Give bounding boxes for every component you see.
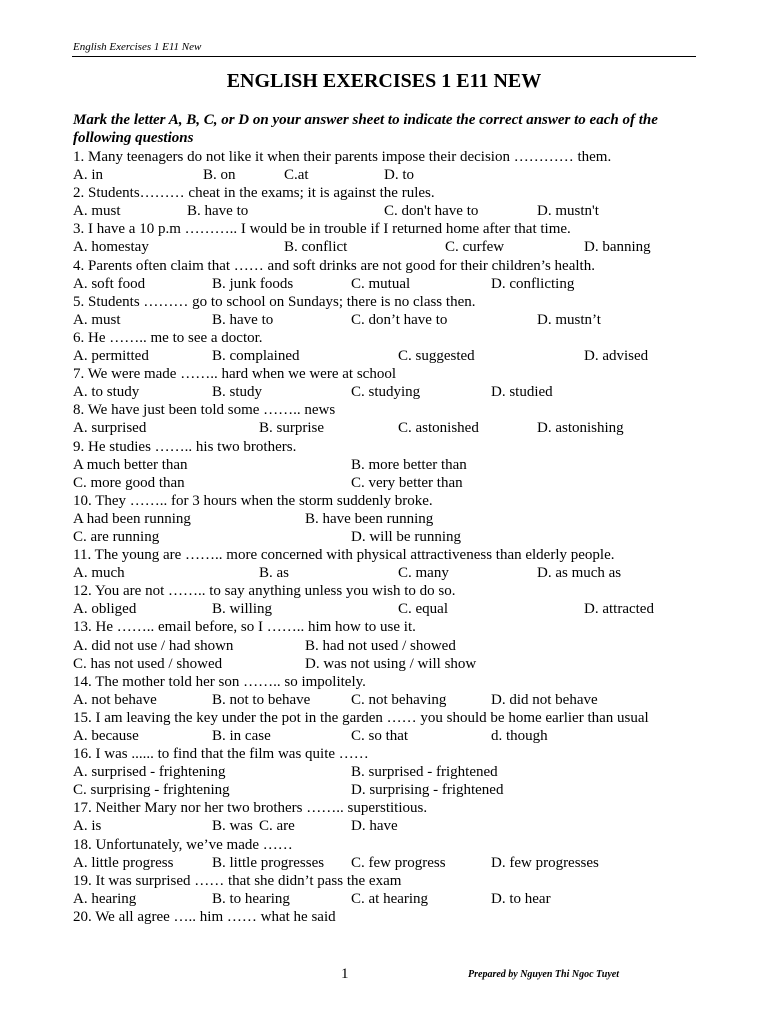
answer-option: B. had not used / showed <box>305 637 456 654</box>
question-text: 16. I was ...... to find that the film was quite …… <box>73 746 369 763</box>
question-text: 1. Many teenagers do not like it when their parents impose their decision ………… them. <box>73 149 612 165</box>
options-row <box>73 763 693 781</box>
options-row <box>73 655 693 673</box>
answer-option: B. not to behave <box>212 691 311 708</box>
options-row <box>73 311 693 329</box>
question-text: 19. It was surprised …… that she didn’t pass the exam <box>73 872 402 889</box>
answer-option: B. as <box>259 565 289 582</box>
options-row <box>73 275 693 293</box>
answer-option: A. must <box>73 203 121 220</box>
answer-option: D. surprising - frightened <box>351 782 504 799</box>
question-text: 3. I have a 10 p.m ……….. I would be in trouble if I returned home after that time. <box>73 221 571 238</box>
page-title: ENGLISH EXERCISES 1 E11 NEW <box>226 70 542 92</box>
options-row <box>73 383 693 401</box>
question-list <box>73 148 693 926</box>
answer-option: C. more good than <box>73 474 185 491</box>
options-row <box>73 600 693 618</box>
options-row <box>73 166 693 184</box>
options-row <box>73 637 693 655</box>
answer-option: A. to study <box>73 384 140 401</box>
options-row <box>73 456 693 474</box>
options-row <box>73 238 693 256</box>
answer-option: B. on <box>203 167 236 184</box>
question-text: 15. I am leaving the key under the pot in the garden …… you should be home earlier than usual <box>73 709 649 726</box>
question-text: 5. Students ……… go to school on Sundays; there is no class then. <box>73 293 476 310</box>
answer-option: D. astonishing <box>537 420 624 437</box>
options-row <box>73 890 693 908</box>
answer-option: A. not behave <box>73 691 157 708</box>
answer-option: A had been running <box>73 510 191 527</box>
answer-option: B. complained <box>212 348 300 365</box>
answer-option: A. is <box>73 818 102 835</box>
answer-option: C. at hearing <box>351 890 429 907</box>
running-header: English Exercises 1 E11 New <box>73 41 202 53</box>
question-text: 14. The mother told her son …….. so impolitely. <box>73 673 366 690</box>
options-row <box>73 564 693 582</box>
answer-option: C. curfew <box>445 239 505 256</box>
answer-option: D. banning <box>584 239 651 256</box>
answer-option: C. not behaving <box>351 691 447 708</box>
answer-option: C. surprising - frightening <box>73 782 230 799</box>
question-text: 8. We have just been told some …….. news <box>73 402 336 419</box>
options-row <box>73 347 693 365</box>
answer-option: D. did not behave <box>491 691 598 708</box>
answer-option: C. astonished <box>398 420 479 437</box>
question-text: 13. He …….. email before, so I …….. him how to use it. <box>73 619 416 636</box>
answer-option: D. will be running <box>351 528 461 545</box>
answer-option: A. hearing <box>73 890 137 907</box>
answer-option: D. advised <box>584 348 649 365</box>
answer-option: A. much <box>73 565 125 582</box>
question-text: 6. He …….. me to see a doctor. <box>73 329 263 346</box>
answer-option: D. studied <box>491 384 553 401</box>
question-text: 9. He studies …….. his two brothers. <box>73 438 297 455</box>
answer-option: B. little progresses <box>212 854 325 871</box>
answer-option: A. soft food <box>73 275 146 292</box>
answer-option: A. little progress <box>73 854 174 871</box>
answer-option: D. conflicting <box>491 275 575 292</box>
answer-option: C. studying <box>351 384 421 401</box>
answer-option: C. has not used / showed <box>73 655 223 672</box>
answer-option: B. conflict <box>284 239 348 256</box>
answer-option: D. attracted <box>584 601 654 618</box>
options-row <box>73 817 693 835</box>
answer-option: A. obliged <box>73 601 137 618</box>
answer-option: A. permitted <box>73 348 149 365</box>
answer-option: B. have to <box>187 203 249 220</box>
answer-option: C. are running <box>73 528 160 545</box>
question-text: 20. We all agree ….. him …… what he said <box>73 908 336 925</box>
answer-option: C. very better than <box>351 474 463 491</box>
header-rule <box>72 56 696 57</box>
options-row <box>73 854 693 872</box>
question-text: 7. We were made …….. hard when we were at school <box>73 366 396 383</box>
answer-option: A. in <box>73 167 103 184</box>
answer-option: C. don't have to <box>384 203 479 220</box>
answer-option: D. to <box>384 167 414 184</box>
answer-option: A. did not use / had shown <box>73 637 234 654</box>
answer-option: B. have been running <box>305 510 434 527</box>
options-row <box>73 781 693 799</box>
answer-option: C. suggested <box>398 348 475 365</box>
answer-option: C. don’t have to <box>351 311 448 328</box>
answer-option: D. few progresses <box>491 854 599 871</box>
page-number: 1 <box>341 966 349 982</box>
answer-option: A. because <box>73 728 139 744</box>
answer-option: B. more better than <box>351 456 467 473</box>
answer-option: C. mutual <box>351 275 411 292</box>
options-row <box>73 202 693 220</box>
answer-option: D. to hear <box>491 890 551 907</box>
question-text: 17. Neither Mary nor her two brothers …….. superstitious. <box>73 800 428 817</box>
answer-option: B. junk foods <box>212 275 294 292</box>
options-row <box>73 510 693 528</box>
footer-credit: Prepared by Nguyen Thi Ngoc Tuyet <box>468 969 619 980</box>
answer-option: D. have <box>351 818 398 835</box>
answer-option: B. study <box>212 384 263 401</box>
answer-option: B. surprise <box>259 420 324 437</box>
answer-option: D. was not using / will show <box>305 655 477 672</box>
answer-option: C. are <box>259 818 295 835</box>
answer-option: B. in case <box>212 728 271 744</box>
answer-option: C. equal <box>398 601 448 618</box>
answer-option: d. though <box>491 728 548 744</box>
answer-option: D. mustn’t <box>537 311 601 328</box>
question-text: 10. They …….. for 3 hours when the storm suddenly broke. <box>73 492 433 509</box>
answer-option: A. surprised <box>73 420 147 437</box>
question-text: 4. Parents often claim that …… and soft drinks are not good for their children’s health. <box>73 257 595 274</box>
options-row <box>73 691 693 709</box>
answer-option: A. homestay <box>73 239 149 256</box>
answer-option: C. so that <box>351 728 409 744</box>
answer-option: B. willing <box>212 601 273 618</box>
answer-option: B. surprised - frightened <box>351 764 498 781</box>
options-row <box>73 419 693 437</box>
question-text: 18. Unfortunately, we’ve made …… <box>73 836 293 853</box>
answer-option: A. must <box>73 311 121 328</box>
answer-option: C. few progress <box>351 854 446 871</box>
answer-option: C. many <box>398 565 449 582</box>
instructions: Mark the letter A, B, C, or D on your answer sheet to indicate the correct answer to each of the following questions <box>73 112 658 146</box>
options-row <box>73 727 693 745</box>
question-text: 12. You are not …….. to say anything unless you wish to do so. <box>73 583 456 600</box>
answer-option: B. was <box>212 818 253 835</box>
answer-option: D. as much as <box>537 565 622 582</box>
question-text: 2. Students……… cheat in the exams; it is against the rules. <box>73 185 435 202</box>
question-text: 11. The young are …….. more concerned with physical attractiveness than elderly people. <box>73 547 615 564</box>
answer-option: A much better than <box>73 456 188 473</box>
answer-option: C.at <box>284 167 309 184</box>
options-row <box>73 474 693 492</box>
answer-option: B. to hearing <box>212 890 290 907</box>
options-row <box>73 528 693 546</box>
answer-option: A. surprised - frightening <box>73 764 226 781</box>
answer-option: B. have to <box>212 311 274 328</box>
answer-option: D. mustn't <box>537 203 599 220</box>
